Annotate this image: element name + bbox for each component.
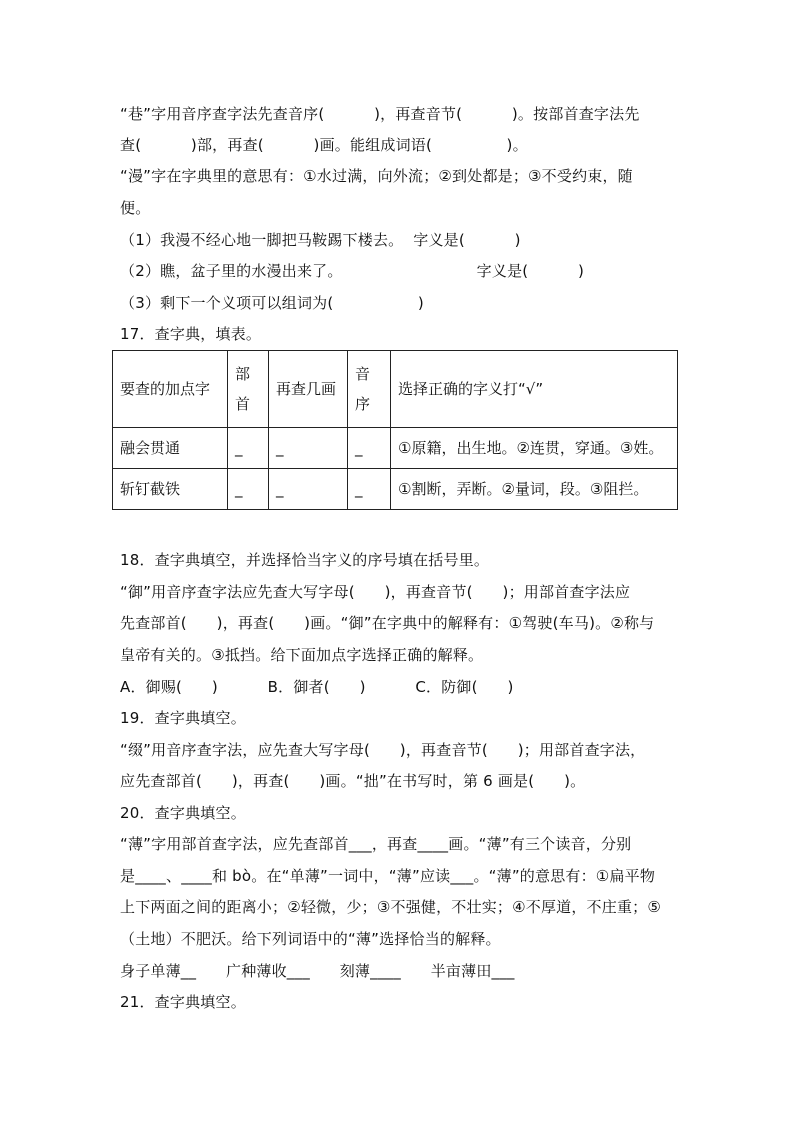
table-cell: ①原籍，出生地。②连贯，穿通。③姓。 — [391, 428, 678, 469]
text-line: “薄”字用部首查字法，应先查部首___，再查____画。“薄”有三个读音，分别 — [120, 835, 632, 853]
text-line: “缀”用音序查字法，应先查大写字母( )，再查音节( )；用部首查字法， — [120, 741, 646, 759]
table-cell: _ — [228, 469, 269, 510]
table-header-cell: 再查几画 — [269, 351, 348, 428]
text-line: “巷”字用音序查字法先查音序( )，再查音节( )。按部首查字法先 — [120, 105, 640, 123]
question-heading: 19．查字典填空。 — [120, 709, 246, 727]
table-cell: _ — [269, 469, 348, 510]
text-line: A．御赐( ) B．御者( ) C．防御( ) — [120, 678, 514, 696]
lookup-table — [112, 350, 678, 510]
text-line: “御”用音序查字法应先查大写字母( )，再查音节( )；用部首查字法应 — [120, 583, 631, 601]
text-line: （3）剩下一个义项可以组词为( ) — [120, 294, 424, 312]
text-line: 是____、____和 bò。在“单薄”一词中，“薄”应读___。“薄”的意思有：①扁平物 — [120, 867, 656, 885]
table-header-cell: 要查的加点字 — [113, 351, 228, 428]
table-cell: _ — [269, 428, 348, 469]
text-line: （土地）不肥沃。给下列词语中的“薄”选择恰当的解释。 — [120, 930, 501, 948]
table-header-cell: 选择正确的字义打“√” — [391, 351, 678, 428]
table-cell: 斩钉截铁 — [113, 469, 228, 510]
text-line: 皇帝有关的。③抵挡。给下面加点字选择正确的解释。 — [120, 646, 484, 664]
text-line: 应先查部首( )，再查( )画。“拙”在书写时，第 6 画是( )。 — [120, 772, 586, 790]
text-line: 先查部首( )，再查( )画。“御”在字典中的解释有：①驾驶(车马)。②称与 — [120, 614, 655, 632]
question-heading: 20．查字典填空。 — [120, 804, 246, 822]
question-heading: 21．查字典填空。 — [120, 993, 246, 1011]
text-line: 查( )部，再查( )画。能组成词语( )。 — [120, 136, 528, 154]
text-line: （1）我漫不经心地一脚把马鞍踢下楼去。 字义是( ) — [120, 231, 521, 249]
text-line: 上下两面之间的距离小；②轻微，少；③不强健，不壮实；④不厚道，不庄重；⑤ — [120, 898, 661, 916]
text-line: 身子单薄__ 广种薄收___ 刻薄____ 半亩薄田___ — [120, 962, 515, 980]
table-cell: _ — [348, 428, 391, 469]
table-cell: 融会贯通 — [113, 428, 228, 469]
text-line: 便。 — [120, 199, 151, 217]
table-cell: _ — [228, 428, 269, 469]
table-header-cell: 音序 — [348, 351, 391, 428]
table-header-cell: 部首 — [228, 351, 269, 428]
table-row — [113, 469, 678, 510]
table-row — [113, 428, 678, 469]
question-heading: 18．查字典填空，并选择恰当字义的序号填在括号里。 — [120, 551, 490, 569]
table-header-row — [113, 351, 678, 428]
question-heading: 17．查字典，填表。 — [120, 325, 262, 343]
text-line: （2）瞧，盆子里的水漫出来了。 字义是( ) — [120, 262, 585, 280]
text-line: “漫”字在字典里的意思有：①水过满，向外流；②到处都是；③不受约束，随 — [120, 167, 633, 185]
table-cell: ①割断，弄断。②量词，段。③阻拦。 — [391, 469, 678, 510]
table-cell: _ — [348, 469, 391, 510]
